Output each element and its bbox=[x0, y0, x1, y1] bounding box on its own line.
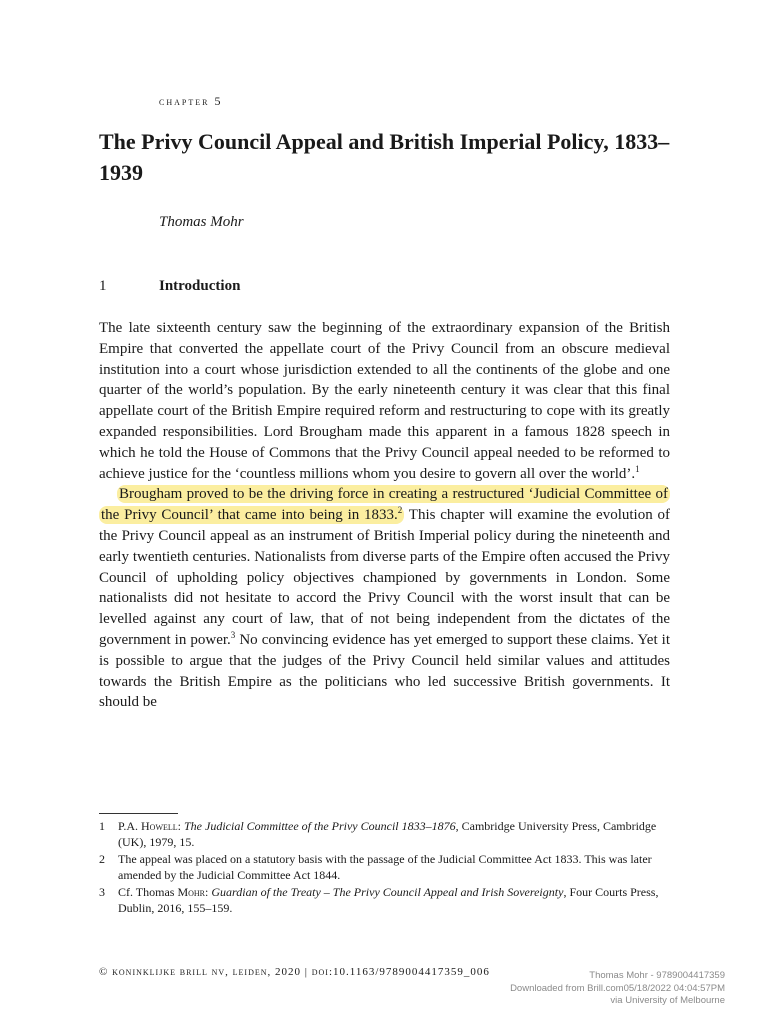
section-heading bbox=[99, 278, 240, 295]
section-title: Introduction bbox=[159, 278, 241, 294]
watermark-line-1: Thomas Mohr - 9789004417359 bbox=[589, 970, 725, 981]
footnote-number: 1 bbox=[99, 819, 105, 833]
copyright-line: © koninklijke brill nv, leiden, 2020 | doi:10.1163/9789004417359_006 bbox=[99, 966, 490, 978]
footnotes bbox=[99, 818, 670, 917]
footnote-book-title: Guardian of the Treaty – The Privy Council Appeal and Irish Sovereignty bbox=[211, 885, 564, 899]
paragraph-2-text-a: This chapter will examine the evolution of the Privy Council appeal as an instrument of British Imperial policy during the nineteenth and early twentieth centuries. Nationalists from diverse parts of the Empire often accused the Privy Council of upholding policy objectives championed by governments in London. Some nationalists did not hesitate to accord the Privy Council with the worst insult that can be levelled against any court of law, that of not being independent from the dictates of the government in power. bbox=[99, 507, 671, 648]
footnote-number: 3 bbox=[99, 885, 105, 899]
footnote-publication: , Four Courts Press, Dublin, 2016, 155–159. bbox=[118, 885, 659, 915]
chapter-title: The Privy Council Appeal and British Imperial Policy, 1833–1939 bbox=[99, 129, 670, 185]
footnote-author: Mohr: bbox=[177, 885, 209, 899]
footnote-text: The appeal was placed on a statutory basis with the passage of the Judicial Committee Act 1833. This was later amended by the Judicial Committee Act 1844. bbox=[118, 852, 652, 882]
footnote-prefix: Cf. Thomas bbox=[118, 885, 175, 899]
watermark-line-2: Downloaded from Brill.com05/18/2022 04:04:57PM bbox=[510, 982, 725, 994]
footnote-number: 2 bbox=[99, 852, 105, 866]
watermark-line-3: via University of Melbourne bbox=[610, 995, 725, 1006]
footnote-book-title: The Judicial Committee of the Privy Council 1833–1876 bbox=[184, 819, 456, 833]
highlighted-text: Brougham proved to be the driving force in creating a restructured ‘Judicial Committee of the Privy Council’ that came into being in 1833. bbox=[101, 486, 668, 524]
footnote-divider bbox=[99, 813, 178, 814]
download-watermark bbox=[425, 970, 725, 1008]
paragraph-2-text-b: No convincing evidence has yet emerged to support these claims. Yet it is possible to argue that the judges of the Privy Council held similar values and attitudes towards the British Empire as the politicians who led successive British governments. It should be bbox=[99, 631, 670, 711]
paragraph-1 bbox=[99, 318, 670, 484]
footnote-publication: , Cambridge University Press, Cambridge (UK), 1979, 15. bbox=[118, 819, 657, 849]
paragraph-1-text: The late sixteenth century saw the beginning of the extraordinary expansion of the British Empire that converted the appellate court of the Privy Council from an obscure medieval institution into a court whose jurisdiction extended to all the continents of the globe and one quarter of the world’s population. By the early nineteenth century it was clear that this final appellate court of the British Empire required reform and restructuring to cope with its greatly expanded responsibilities. Lord Brougham made this apparent in a famous 1828 speech in which he told the House of Commons that the Privy Council appeal needed to be reformed to achieve justice for the ‘countless millions whom you desire to govern all over the world’. bbox=[99, 320, 670, 482]
footnote-author: P.A. Howell: bbox=[118, 819, 181, 833]
section-number: 1 bbox=[99, 278, 107, 294]
footnote-3 bbox=[99, 884, 670, 916]
footnote-1 bbox=[99, 818, 670, 850]
footnote-ref-2[interactable]: 2 bbox=[397, 505, 403, 516]
author-name: Thomas Mohr bbox=[159, 214, 244, 230]
footnote-2 bbox=[99, 851, 670, 883]
body-text bbox=[99, 318, 670, 713]
paragraph-2 bbox=[99, 484, 670, 713]
chapter-label: chapter 5 bbox=[159, 94, 223, 108]
footnote-ref-3[interactable]: 3 bbox=[230, 629, 236, 640]
footnote-ref-1[interactable]: 1 bbox=[635, 463, 640, 474]
